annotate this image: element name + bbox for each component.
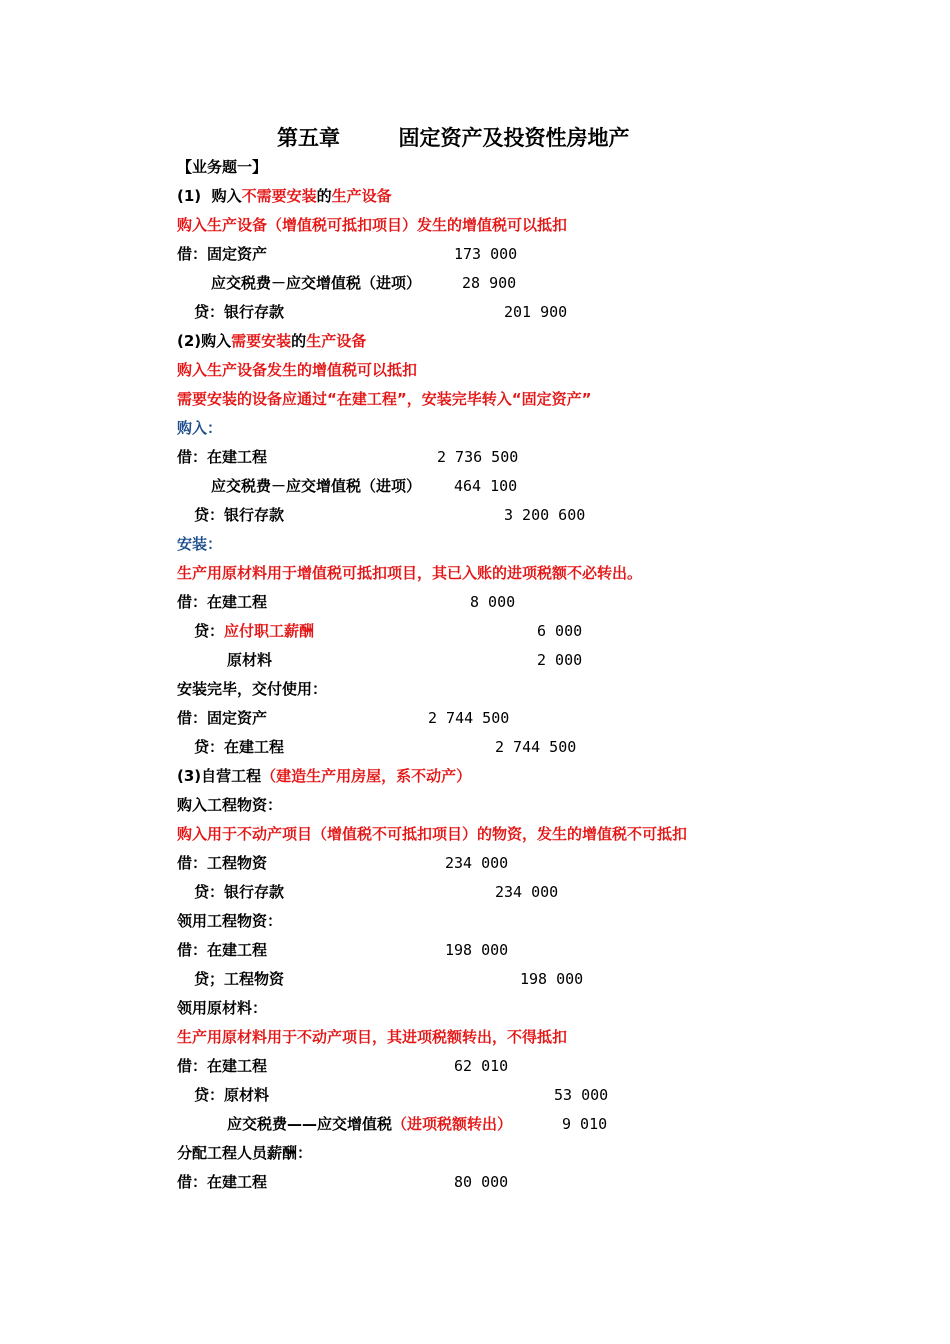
text-line: 贷；工程物资	[194, 970, 285, 988]
text-line: 贷：银行存款	[194, 303, 285, 321]
text-segment: 不需要安装	[241, 187, 317, 205]
text-line: 贷：银行存款	[194, 883, 285, 901]
text-line: 购入：	[177, 419, 223, 437]
text-line: 借：在建工程	[177, 1173, 268, 1191]
amount-value: 62 010	[454, 1057, 509, 1075]
text-line: 原材料	[227, 651, 273, 669]
amount-value: 53 000	[554, 1086, 609, 1104]
text-line: 【业务题一】	[177, 158, 268, 176]
text-segment: 的	[291, 332, 307, 350]
amount-value: 2 736 500	[437, 448, 519, 466]
text-segment: (2)购入	[177, 332, 232, 350]
text-line: 安装：	[177, 535, 223, 553]
amount-value: 9 010	[562, 1115, 608, 1133]
text-line: 借：在建工程	[177, 593, 268, 611]
amount-value: 2 000	[537, 651, 583, 669]
text-line: 贷：原材料	[194, 1086, 270, 1104]
text-segment: (1) 购入	[177, 187, 242, 205]
text-segment: 生产设备	[331, 187, 392, 205]
amount-value: 2 744 500	[428, 709, 510, 727]
amount-value: 201 900	[504, 303, 568, 321]
amount-value: 80 000	[454, 1173, 509, 1191]
amount-value: 234 000	[445, 854, 509, 872]
text-line: 借：在建工程	[177, 448, 268, 466]
text-line	[177, 185, 392, 207]
text-line: 生产用原材料用于不动产项目，其进项税额转出，不得抵扣	[177, 1028, 568, 1046]
text-line: 领用工程物资：	[177, 912, 283, 930]
amount-value: 234 000	[495, 883, 559, 901]
text-line	[227, 1113, 512, 1135]
text-line: 生产用原材料用于增值税可抵扣项目，其已入账的进项税额不必转出。	[177, 564, 643, 582]
text-segment: 应交税费——应交增值税	[227, 1115, 393, 1133]
text-line: 借：在建工程	[177, 1057, 268, 1075]
text-segment: 的	[316, 187, 332, 205]
text-line: 需要安装的设备应通过“在建工程”，安装完毕转入“固定资产”	[177, 390, 592, 408]
text-line: 贷：在建工程	[194, 738, 285, 756]
text-segment: 应付职工薪酬	[224, 622, 315, 640]
amount-value: 28 900	[462, 274, 517, 292]
text-line	[177, 330, 366, 352]
text-segment: （建造生产用房屋，系不动产）	[261, 767, 472, 785]
text-line: 借：固定资产	[177, 709, 268, 727]
text-line: 应交税费－应交增值税（进项）	[211, 477, 422, 495]
text-line: 分配工程人员薪酬：	[177, 1144, 313, 1162]
text-line: 借：固定资产	[177, 245, 268, 263]
text-line: 贷：银行存款	[194, 506, 285, 524]
text-line: 应交税费－应交增值税（进项）	[211, 274, 422, 292]
amount-value: 464 100	[454, 477, 518, 495]
amount-value: 2 744 500	[495, 738, 577, 756]
amount-value: 8 000	[470, 593, 516, 611]
amount-value: 6 000	[537, 622, 583, 640]
text-line: 购入用于不动产项目（增值税不可抵扣项目）的物资，发生的增值税不可抵扣	[177, 825, 688, 843]
text-line	[177, 765, 471, 787]
text-segment: 生产设备	[306, 332, 367, 350]
text-segment: (3)自营工程	[177, 767, 262, 785]
amount-value: 173 000	[454, 245, 518, 263]
text-line: 安装完毕，交付使用：	[177, 680, 328, 698]
amount-value: 198 000	[520, 970, 584, 988]
page-title: 第五章 固定资产及投资性房地产	[277, 125, 630, 150]
text-segment: （进项税额转出）	[392, 1115, 513, 1133]
text-line: 借：工程物资	[177, 854, 268, 872]
text-line: 购入生产设备（增值税可抵扣项目）发生的增值税可以抵扣	[177, 216, 568, 234]
text-line: 借：在建工程	[177, 941, 268, 959]
text-line: 领用原材料：	[177, 999, 268, 1017]
text-line	[194, 620, 314, 642]
amount-value: 3 200 600	[504, 506, 586, 524]
text-line: 购入生产设备发生的增值税可以抵扣	[177, 361, 418, 379]
text-segment: 贷：	[194, 622, 225, 640]
text-segment: 需要安装	[231, 332, 292, 350]
amount-value: 198 000	[445, 941, 509, 959]
text-line: 购入工程物资：	[177, 796, 283, 814]
